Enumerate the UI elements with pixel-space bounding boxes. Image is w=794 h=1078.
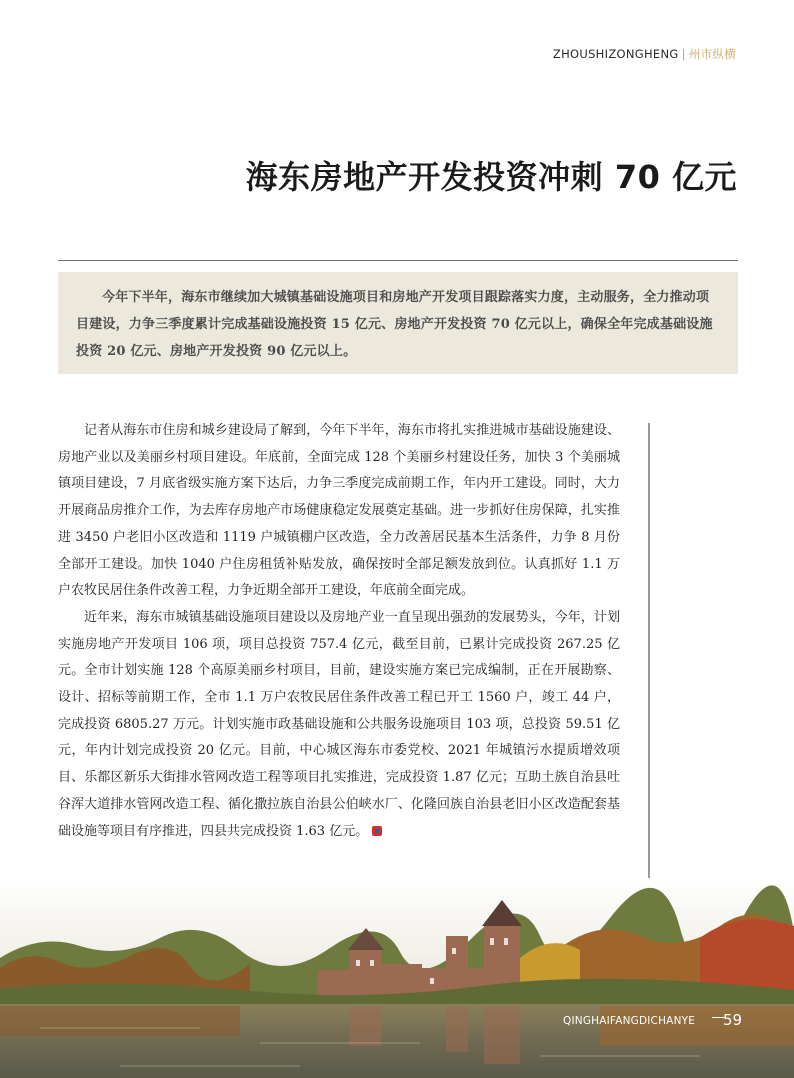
body-paragraph-1: 记者从海东市住房和城乡建设局了解到，今年下半年，海东市将扎实推进城市基础设施建设、房地产业以及美丽乡村项目建设。年底前，全面完成 128 个美丽乡村建设任务，加快 3 个美丽城镇项目建设，7 月底省级实施方案下达后，力争三季度完成前期工作，年内开工建设。同时，大力开展商品房推介工作，为去库存房地产市场健康稳定发展奠定基础。进一步抓好住房保障，扎实推进 3450 户老旧小区改造和 1119 户城镇棚户区改造，全力改善居民基本生活条件，力争 8 月份全部开工建设。加快 1040 户住房租赁补贴发放，确保按时全部足额发放到位。认真抓好 1.1 万户农牧民居住条件改善工程，力争近期全部开工建设，年底前全面完成。 (58, 423, 620, 599)
journal-name: QINGHAIFANGDICHANYE (563, 1015, 696, 1027)
article-title: 海东房地产开发投资冲刺 70 亿元 (245, 158, 737, 196)
section-separator: | (681, 47, 686, 61)
page-number: 59 (723, 1011, 743, 1029)
end-of-article-icon (372, 826, 382, 836)
section-name-cn: 州市纵横 (688, 47, 736, 61)
castle-lake-photo (0, 878, 794, 1078)
body-paragraph-2 (58, 605, 620, 845)
article-body (58, 418, 620, 845)
body-paragraph-2-text: 近年来，海东市城镇基础设施项目建设以及房地产业一直呈现出强劲的发展势头，今年，计划实施房地产开发项目 106 项，项目总投资 757.4 亿元，截至目前，已累计完成投资 267.25 亿元。全市计划实施 128 个高原美丽乡村项目，目前，建设实施方案已完成编制，正在开展勘察、设计、招标等前期工作，全市 1.1 万户农牧民居住条件改善工程已开工 1560 户，竣工 44 户，完成投资 6805.27 万元。计划实施市政基础设施和公共服务设施项目 103 项，总投资 59.51 亿元，年内计划完成投资 20 亿元。目前，中心城区海东市委党校、2021 年城镇污水提质增效项目、乐都区新乐大街排水管网改造工程等项目扎实推进，完成投资 1.87 亿元；互助土族自治县吐谷浑大道排水管网改造工程、循化撒拉族自治县公伯峡水厂、化隆回族自治县老旧小区改造配套基础设施等项目有序推进，四县共完成投资 1.63 亿元。 (58, 609, 620, 839)
column-side-rule (648, 423, 650, 901)
lead-summary: 今年下半年，海东市继续加大城镇基础设施项目和房地产开发项目跟踪落实力度，主动服务，全力推动项目建设，力争三季度累计完成基础设施投资 15 亿元、房地产开发投资 70 亿元以上，确保全年完成基础设施投资 20 亿元、房地产开发投资 90 亿元以上。 (76, 290, 713, 359)
lead-summary-box (58, 272, 738, 374)
section-name-en: ZHOUSHIZONGHENG (552, 47, 679, 61)
title-divider (58, 260, 738, 261)
running-head (553, 46, 736, 62)
